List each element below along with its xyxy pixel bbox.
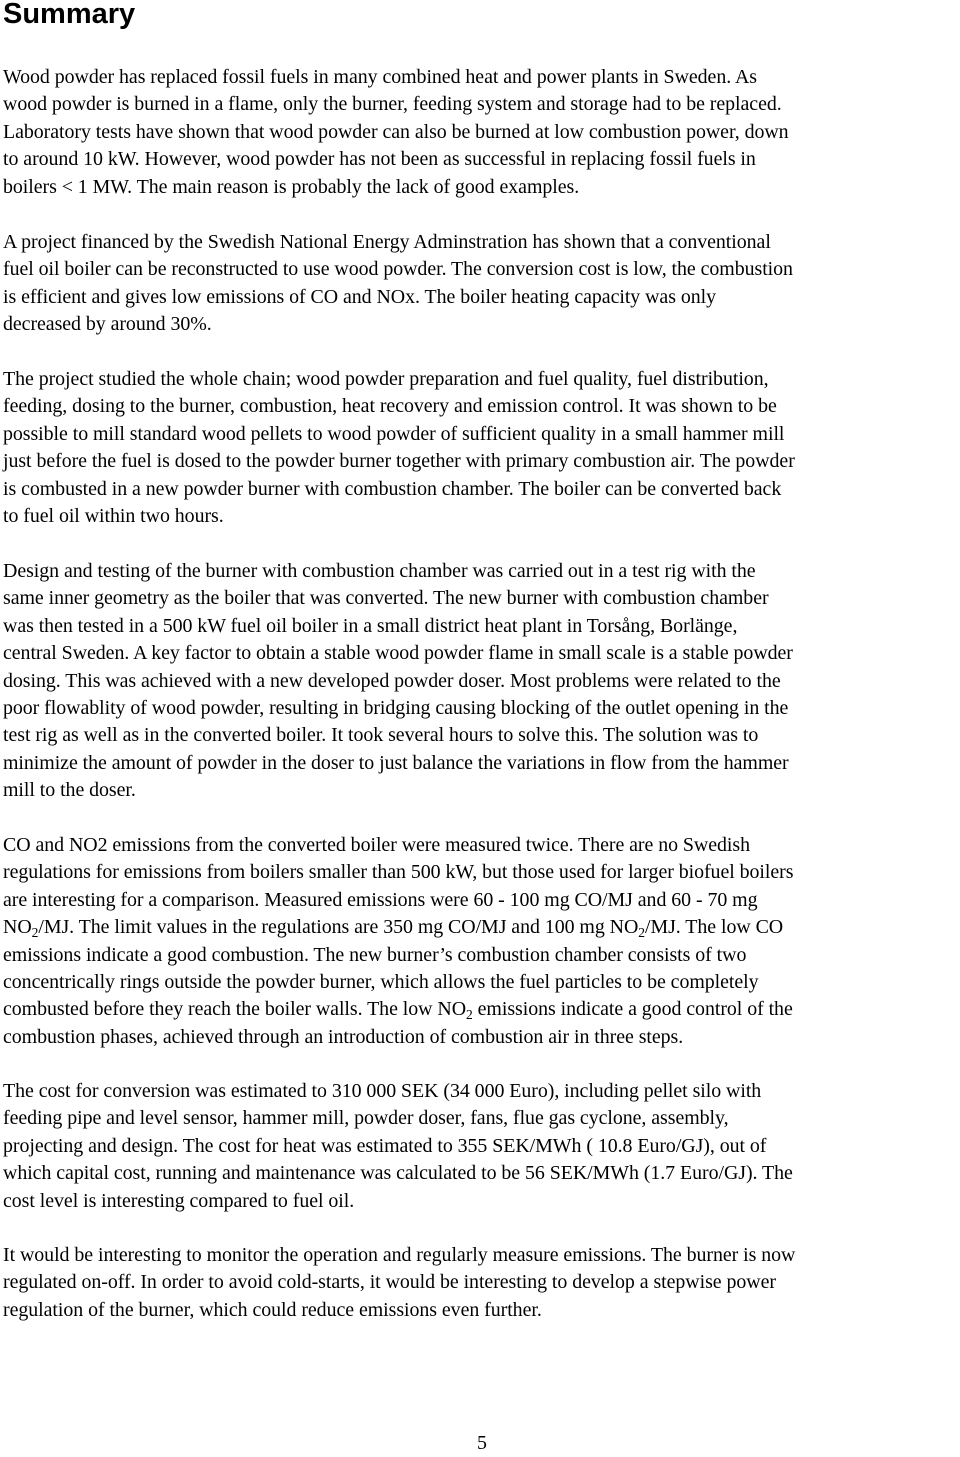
paragraph-emissions — [3, 832, 960, 1051]
page-title: Summary — [3, 0, 136, 30]
text-line: combustion phases, achieved through an introduction of combustion air in three steps. — [3, 1025, 684, 1048]
paragraph-cost — [3, 1078, 960, 1215]
text-line: decreased by around 30%. — [3, 313, 212, 336]
text-line: which capital cost, running and maintenance was calculated to be 56 SEK/MWh (1.7 Euro/GJ). The — [3, 1162, 793, 1185]
text-segment: combusted before they reach the boiler walls. The low NO — [3, 998, 467, 1021]
text-line: was then tested in a 500 kW fuel oil boiler in a small district heat plant in Torsång, Borlänge, — [3, 614, 738, 637]
text-line: to fuel oil within two hours. — [3, 505, 224, 528]
text-line: concentrically rings outside the powder burner, which allows the fuel particles to be completely — [3, 971, 759, 994]
text-line: regulations for emissions from boilers smaller than 500 kW, but those used for larger biofuel boilers — [3, 861, 794, 884]
text-line: minimize the amount of powder in the doser to just balance the variations in flow from the hammer — [3, 751, 789, 774]
text-line: emissions indicate a good combustion. The new burner’s combustion chamber consists of two — [3, 943, 747, 966]
text-line: A project financed by the Swedish National Energy Adminstration has shown that a conventional — [3, 231, 771, 253]
text-line: fuel oil boiler can be reconstructed to use wood powder. The conversion cost is low, the combustion — [3, 258, 793, 281]
text-line: The cost for conversion was estimated to 310 000 SEK (34 000 Euro), including pellet silo with — [3, 1080, 762, 1102]
text-segment: /MJ. The low CO — [645, 916, 784, 939]
text-line: poor flowablity of wood powder, resulting in bridging causing blocking of the outlet opening in the — [3, 697, 789, 720]
text-line: mill to the doser. — [3, 779, 136, 802]
text-line: cost level is interesting compared to fuel oil. — [3, 1189, 355, 1212]
text-segment: emissions indicate a good control of the — [472, 998, 793, 1021]
paragraph-intro — [3, 64, 960, 201]
text-line: It would be interesting to monitor the operation and regularly measure emissions. The burner is now — [3, 1244, 796, 1266]
text-line: feeding, dosing to the burner, combustion, heat recovery and emission control. It was shown to be — [3, 395, 777, 418]
page-number: 5 — [477, 1432, 487, 1454]
text-line: boilers < 1 MW. The main reason is probably the lack of good examples. — [3, 175, 580, 198]
text-line: are interesting for a comparison. Measured emissions were 60 - 100 mg CO/MJ and 60 - 70 mg — [3, 888, 758, 911]
text-line: is efficient and gives low emissions of CO and NOx. The boiler heating capacity was only — [3, 285, 716, 308]
text-line: same inner geometry as the boiler that was converted. The new burner with combustion chamber — [3, 587, 769, 610]
text-segment: NO — [3, 916, 32, 939]
text-line-with-subscript — [3, 996, 960, 1023]
text-line: Laboratory tests have shown that wood powder can also be burned at low combustion power, down — [3, 120, 789, 143]
text-segment: /MJ. The limit values in the regulations are 350 mg CO/MJ and 100 mg NO — [38, 916, 639, 939]
text-line: is combusted in a new powder burner with combustion chamber. The boiler can be converted back — [3, 477, 782, 500]
subscript: 2 — [638, 925, 645, 940]
paragraph-chain — [3, 366, 960, 530]
text-line: feeding pipe and level sensor, hammer mill, powder doser, fans, flue gas cyclone, assembly, — [3, 1107, 729, 1130]
text-line: to around 10 kW. However, wood powder has not been as successful in replacing fossil fuels in — [3, 148, 756, 171]
text-line: Design and testing of the burner with combustion chamber was carried out in a test rig with the — [3, 560, 756, 582]
paragraph-monitoring — [3, 1242, 960, 1324]
paragraph-design-testing — [3, 558, 960, 805]
text-line: regulation of the burner, which could reduce emissions even further. — [3, 1298, 542, 1321]
text-line: Wood powder has replaced fossil fuels in many combined heat and power plants in Sweden. As — [3, 66, 757, 88]
text-line: test rig as well as in the converted boiler. It took several hours to solve this. The solution was to — [3, 724, 759, 747]
text-line: dosing. This was achieved with a new developed powder doser. Most problems were related to the — [3, 669, 781, 692]
text-line: just before the fuel is dosed to the powder burner together with primary combustion air. The powder — [3, 450, 795, 473]
text-line: CO and NO2 emissions from the converted boiler were measured twice. There are no Swedish — [3, 834, 750, 856]
text-line: wood powder is burned in a flame, only the burner, feeding system and storage had to be replaced. — [3, 93, 782, 116]
text-line: possible to mill standard wood pellets to wood powder of sufficient quality in a small hammer mill — [3, 422, 785, 445]
subscript: 2 — [466, 1007, 473, 1023]
text-line: central Sweden. A key factor to obtain a stable wood powder flame in small scale is a stable powder — [3, 642, 793, 665]
text-line: regulated on-off. In order to avoid cold-starts, it would be interesting to develop a stepwise power — [3, 1271, 776, 1294]
text-line: projecting and design. The cost for heat was estimated to 355 SEK/MWh ( 10.8 Euro/GJ), out of — [3, 1134, 767, 1157]
text-line: The project studied the whole chain; wood powder preparation and fuel quality, fuel distribution, — [3, 368, 769, 390]
subscript: 2 — [31, 925, 39, 940]
text-line-with-subscripts — [3, 914, 960, 941]
paragraph-project — [3, 229, 960, 339]
